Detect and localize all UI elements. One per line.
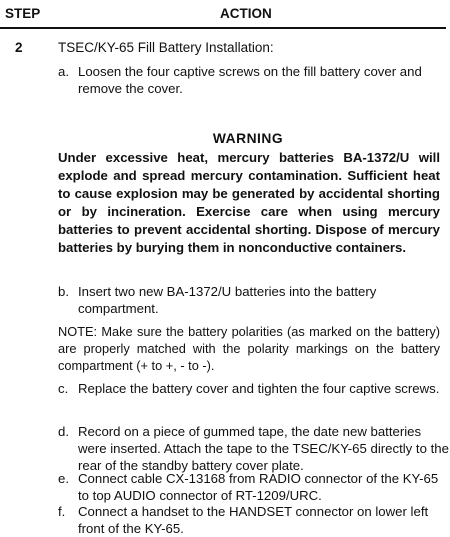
action-column-header: ACTION <box>220 6 272 21</box>
substep-text: Loosen the four captive screws on the fill battery cover and remove the cover. <box>78 64 422 96</box>
substep-a <box>58 63 450 97</box>
step-number: 2 <box>15 40 23 55</box>
substep-text: Record on a piece of gummed tape, the date new batteries were inserted. Attach the tape to the TSEC/KY-65 directly to the rear of the standby battery cover plate. <box>78 424 449 473</box>
substep-letter: e. <box>58 471 69 486</box>
note-text: NOTE: Make sure the battery polarities (as marked on the battery) are properly matched with the polarity markings on the battery compartment (+ to +, - to -). <box>58 324 440 373</box>
substep-text: Connect a handset to the HANDSET connector on lower left front of the KY-65. <box>78 504 429 536</box>
substep-e <box>58 470 450 504</box>
substep-letter: f. <box>58 504 66 519</box>
substep-text: Connect cable CX-13168 from RADIO connector of the KY-65 to top AUDIO connector of RT-1209/URC. <box>78 471 439 503</box>
substep-text: Replace the battery cover and tighten the four captive screws. <box>78 381 440 396</box>
substep-letter: c. <box>58 381 69 396</box>
table-header <box>0 0 446 29</box>
substep-letter: d. <box>58 424 69 439</box>
substep-text: Insert two new BA-1372/U batteries into the battery compartment. <box>78 284 377 316</box>
step-title: TSEC/KY-65 Fill Battery Installation: <box>58 40 274 55</box>
substep-letter: a. <box>58 64 69 79</box>
substep-d <box>58 423 450 474</box>
warning-heading: WARNING <box>212 131 284 146</box>
substep-b <box>58 283 450 317</box>
warning-text: Under excessive heat, mercury batteries BA-1372/U will explode and spread mercury contamination. Sufficient heat to cause explosion may be generated by accidental shorting or by incineration. Exercise care when using mercury batteries to prevent accidental shorting. Dispose of mercury batteries by burying them in nonconductive containers. <box>58 150 440 255</box>
step-column-header: STEP <box>5 6 41 21</box>
substep-c <box>58 380 450 397</box>
substep-f <box>58 503 450 537</box>
substep-letter: b. <box>58 284 69 299</box>
